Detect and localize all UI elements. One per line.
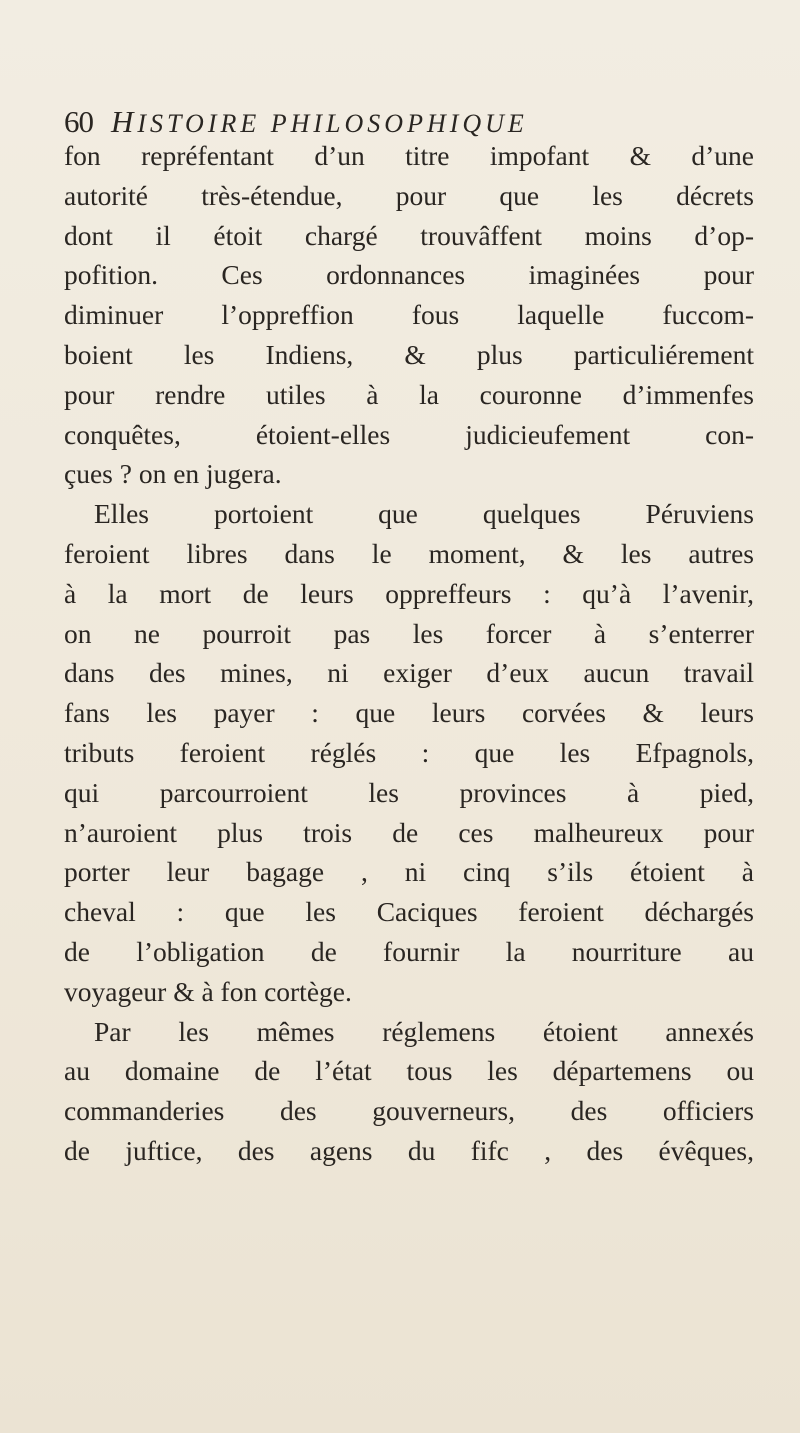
text-line: autorité très-étendue, pour que les décrets — [64, 179, 754, 211]
running-title-rest: ISTOIRE PHILOSOPHIQUE — [137, 109, 528, 138]
text-line: dans des mines, ni exiger d’eux aucun travail — [64, 657, 754, 689]
text-line: on ne pourroit pas les forcer à s’enterrer — [64, 617, 754, 649]
text-line: conquêtes, étoient-elles judicieufement con- — [64, 418, 754, 450]
body-text — [64, 136, 754, 1171]
text-line: tributs feroient réglés : que les Efpagnols, — [64, 736, 754, 768]
text-line: commanderies des gouverneurs, des officiers — [64, 1095, 754, 1127]
text-line: boient les Indiens, & plus particuliérement — [64, 338, 754, 370]
text-line: voyageur & à fon cortège. — [64, 975, 352, 1007]
text-line: à la mort de leurs oppreffeurs : qu’à l’avenir, — [64, 577, 754, 609]
text-line: pour rendre utiles à la couronne d’immenfes — [64, 378, 754, 410]
text-line: dont il étoit chargé trouvâffent moins d’op- — [64, 219, 754, 251]
text-line: feroient libres dans le moment, & les autres — [64, 537, 754, 569]
text-line: de l’obligation de fournir la nourriture au — [64, 935, 754, 967]
text-line: n’auroient plus trois de ces malheureux pour — [64, 816, 754, 848]
text-line: cheval : que les Caciques feroient déchargés — [64, 896, 754, 928]
page-number: 60 — [64, 104, 93, 139]
text-line: Elles portoient que quelques Péruviens — [94, 498, 754, 530]
text-line: çues ? on en jugera. — [64, 458, 282, 490]
text-line: de juftice, des agens du fifc , des évêques, — [64, 1134, 754, 1166]
text-line: porter leur bagage , ni cinq s’ils étoient à — [64, 856, 754, 888]
text-line: fon repréfentant d’un titre impofant & d’une — [64, 140, 754, 171]
text-line: au domaine de l’état tous les départemens ou — [64, 1055, 754, 1087]
text-line: fans les payer : que leurs corvées & leurs — [64, 697, 754, 729]
text-line: diminuer l’oppreffion fous laquelle fuccom- — [64, 299, 754, 331]
text-line: Par les mêmes réglemens étoient annexés — [94, 1015, 754, 1047]
text-line: pofition. Ces ordonnances imaginées pour — [64, 259, 754, 291]
running-title — [111, 104, 528, 139]
running-title-initial: H — [111, 104, 138, 139]
text-line: qui parcourroient les provinces à pied, — [64, 776, 754, 808]
